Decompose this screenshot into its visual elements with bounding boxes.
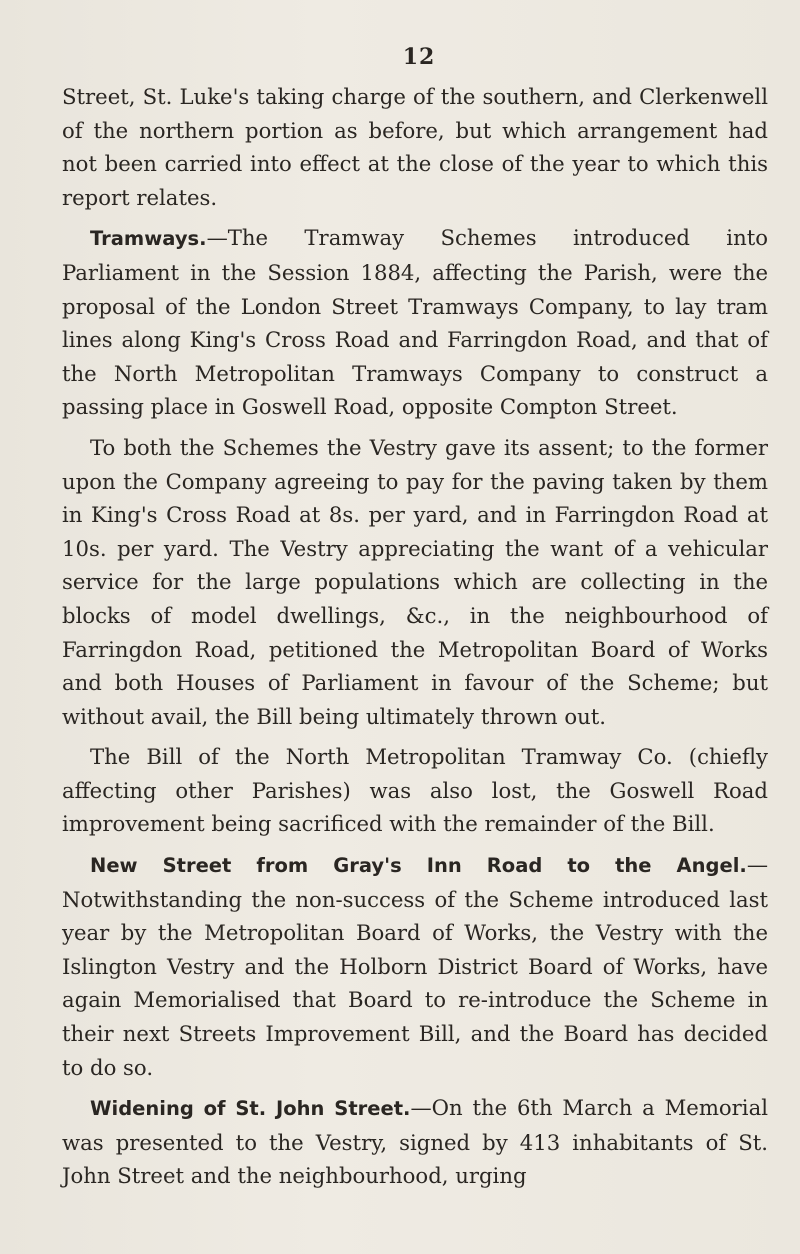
section-heading-new-street: New Street from Gray's Inn Road to the Angel. xyxy=(90,854,747,878)
paragraph-text: Street, St. Luke's taking charge of the southern, and Clerkenwell of the northern portion as before, but which arrangement had not been carried into effect at the close of the year to which this report relates. xyxy=(62,84,768,210)
paragraph-continuation xyxy=(62,80,768,214)
body-text xyxy=(62,80,768,1200)
section-heading-tramways: Tramways. xyxy=(90,227,207,251)
paragraph-text: The Bill of the North Metropolitan Tramway Co. (chiefly affecting other Parishes) was also lost, the Goswell Road improvement being sacrificed with the remainder of the Bill. xyxy=(62,744,768,837)
paragraph-text: —The Tramway Schemes introduced into Parliament in the Session 1884, affecting the Parish, were the proposal of the London Street Tramways Company, to lay tram lines along King's Cross Road and Farringdon Road, and that of the North Metropolitan Tramways Company to construct a passing place in Goswell Road, opposite Compton Street. xyxy=(62,225,768,420)
section-heading-widening: Widening of St. John Street. xyxy=(90,1097,411,1121)
paragraph-text: To both the Schemes the Vestry gave its assent; to the former upon the Company agreeing to pay for the paving taken by them in King's Cross Road at 8s. per yard, and in Farringdon Road at 10s. per yard. The Vestry appreciating the want of a vehicular service for the large populations which are collecting in the blocks of model dwellings, &c., in the neighbourhood of Farringdon Road, petitioned the Metropolitan Board of Works and both Houses of Parliament in favour of the Scheme; but without avail, the Bill being ultimately thrown out. xyxy=(62,434,768,729)
paragraph-new-street xyxy=(62,848,768,1084)
paragraph-north-metropolitan-bill xyxy=(62,740,768,841)
paragraph-text: —On the 6th March a Memorial was presented to the Vestry, signed by 413 inhabitants of St. John Street and the neighbourhood, urging xyxy=(62,1095,768,1189)
paragraph-tramways xyxy=(62,221,768,424)
paragraph-widening-st-john-street xyxy=(62,1091,768,1193)
paragraph-vestry-assent xyxy=(62,431,768,733)
paragraph-text: — Notwithstanding the non-success of the Scheme introduced last year by the Metropolitan Board of Works, the Vestry with the Islington Vestry and the Holborn District Board of Works, have again Memorialised that Board to re-introduce the Scheme in their next Streets Improvement Bill, and the Board has decided to do so. xyxy=(62,852,768,1080)
page-number: 12 xyxy=(402,44,436,70)
